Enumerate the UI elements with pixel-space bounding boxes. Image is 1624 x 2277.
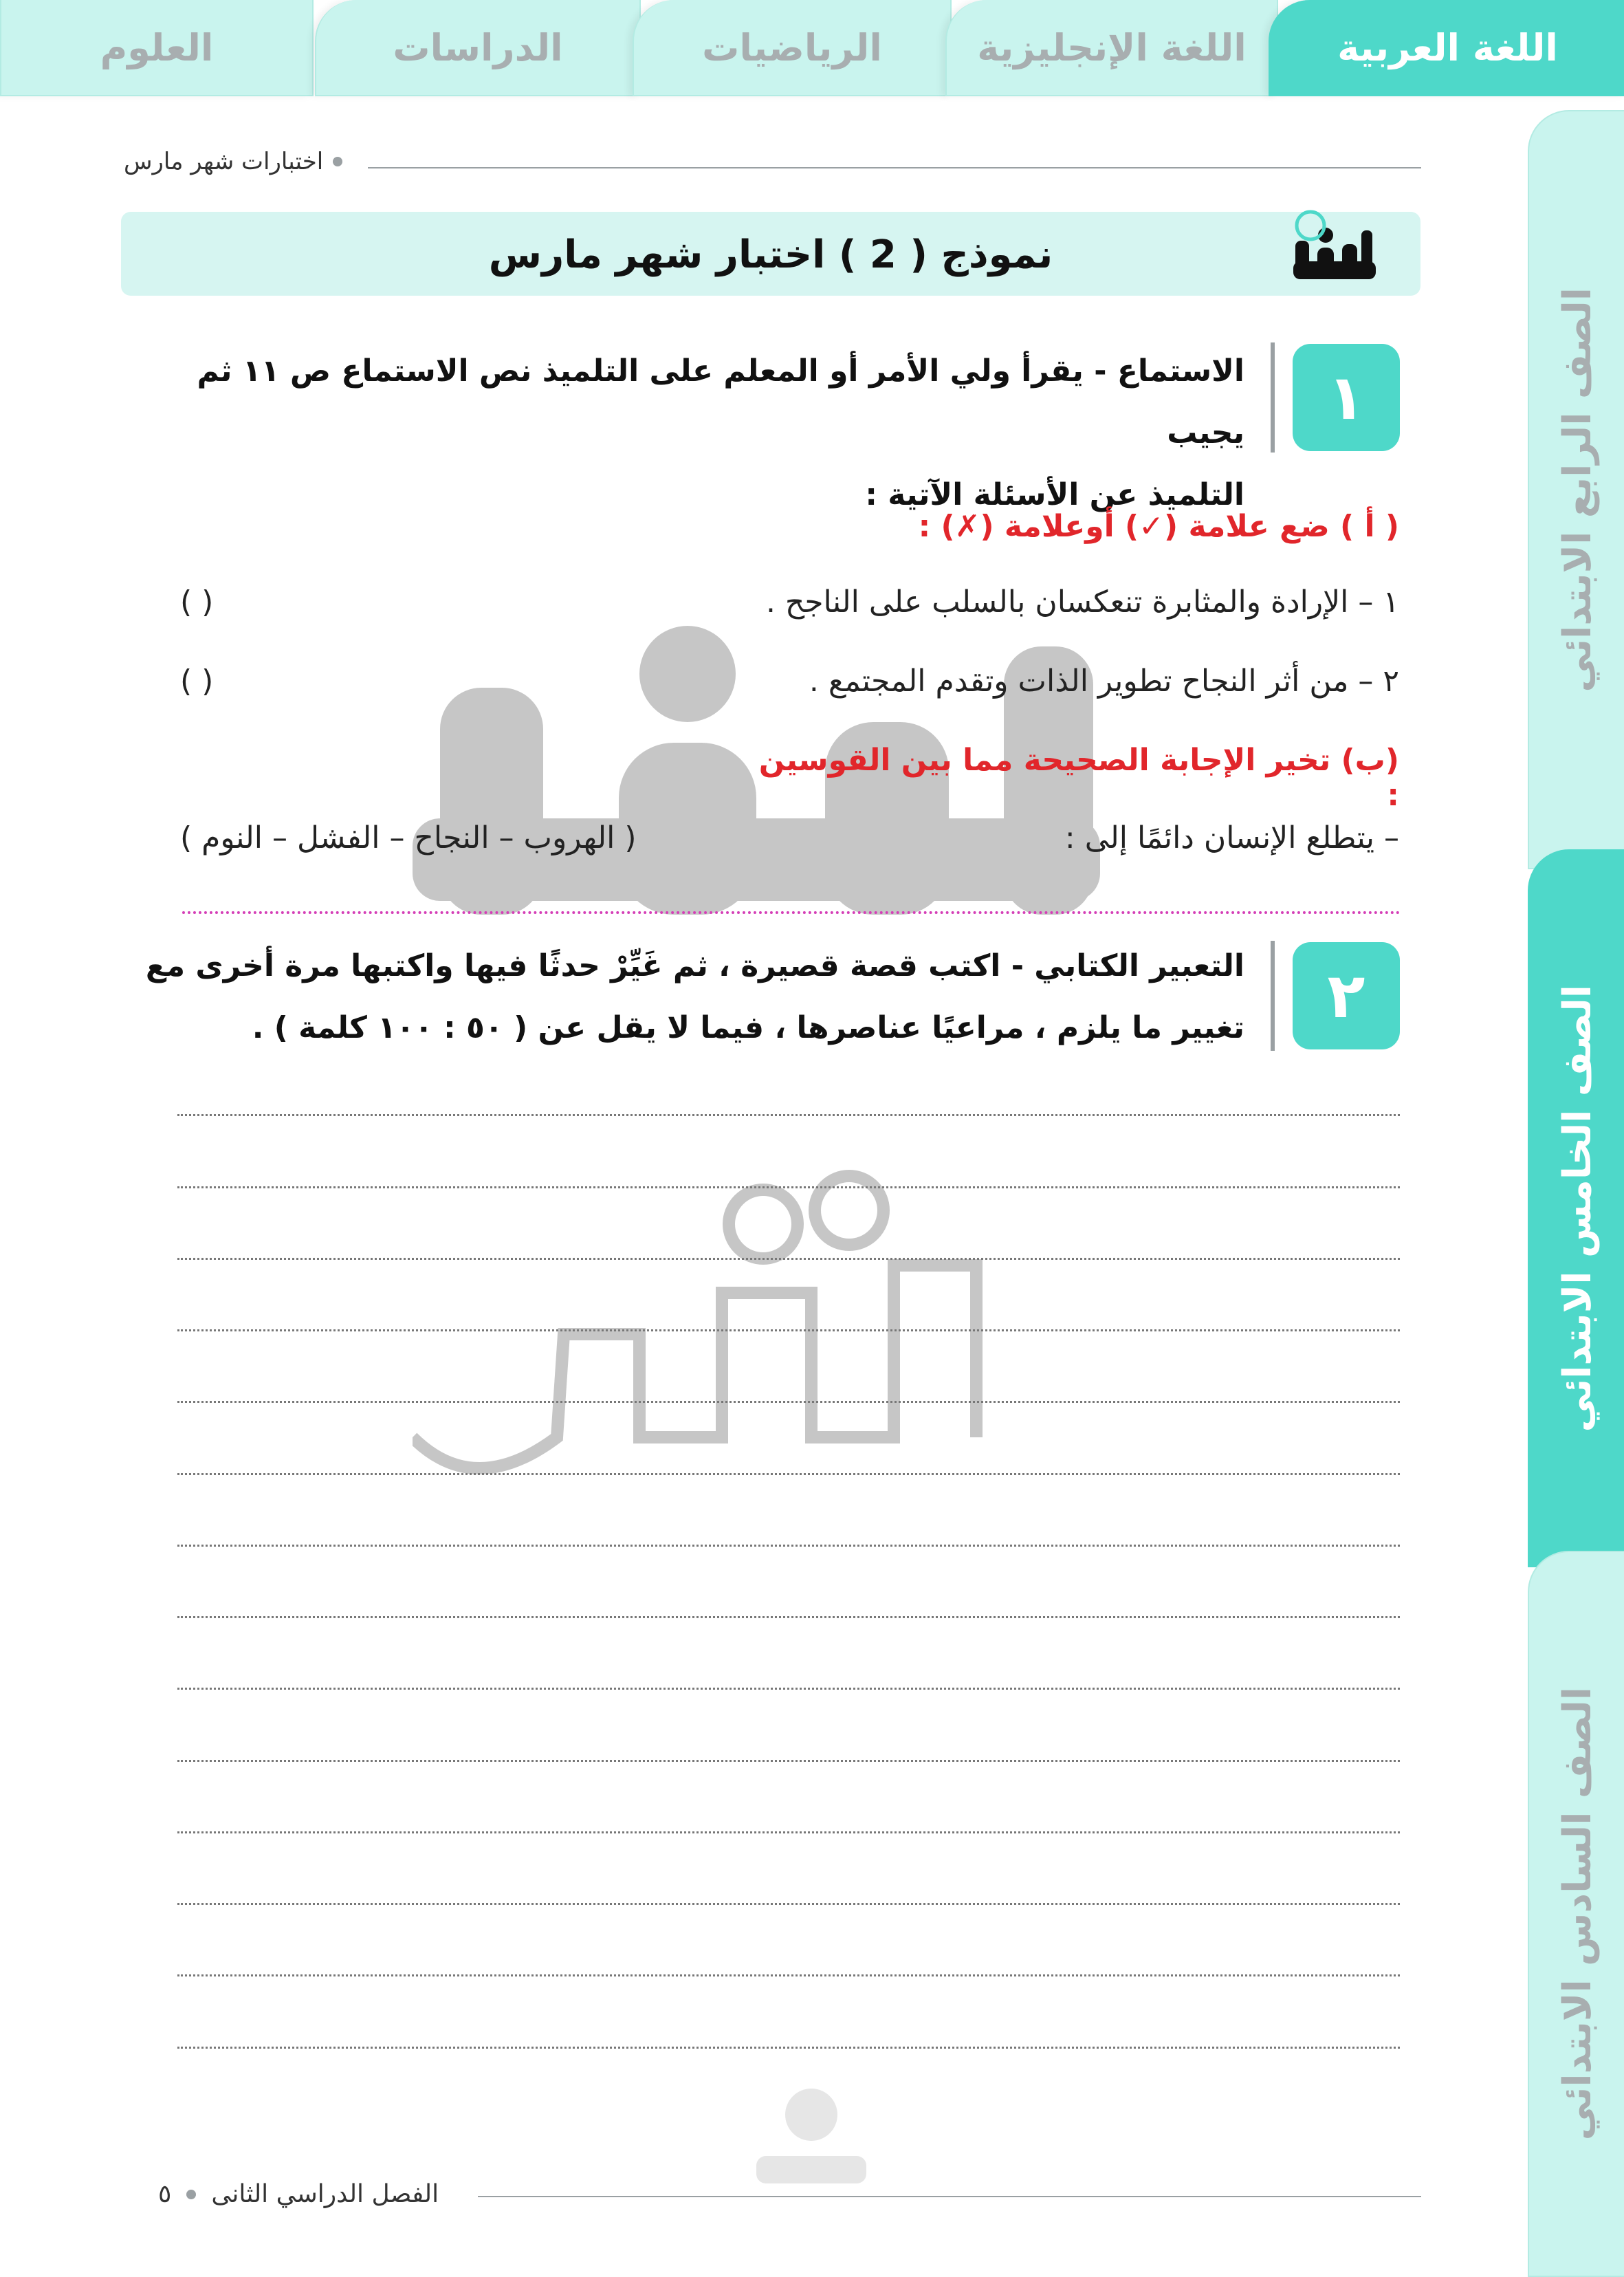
- bullet-icon: [333, 157, 342, 166]
- statement-1: ١ – الإرادة والمثابرة تنعكسان بالسلب على الناجح .: [765, 585, 1399, 620]
- choice-options: ( الهروب – النجاح – الفشل – النوم ): [180, 820, 637, 856]
- tab-social-studies[interactable]: الدراسات: [315, 0, 641, 96]
- answer-box-1[interactable]: ( ): [180, 585, 214, 620]
- section-separator: [182, 911, 1401, 914]
- tab-math[interactable]: الرياضيات: [633, 0, 952, 96]
- part-b-heading: (ب) تخير الإجابة الصحيحة مما بين القوسين :: [758, 743, 1399, 813]
- answer-box-2[interactable]: ( ): [180, 664, 214, 699]
- writing-line[interactable]: [177, 1903, 1400, 1905]
- tab-arabic[interactable]: اللغة العربية: [1269, 0, 1624, 96]
- question-1-badge: ١: [1293, 344, 1400, 451]
- tab-english[interactable]: اللغة الإنجليزية: [945, 0, 1278, 96]
- brand-logo-icon: [1283, 206, 1386, 303]
- question-2-badge: ٢: [1293, 942, 1400, 1049]
- bullet-icon: [186, 2190, 196, 2199]
- statement-2: ٢ – من أثر النجاح تطوير الذات وتقدم المجتمع .: [809, 664, 1399, 699]
- question-1-text: الاستماع - يقرأ ولي الأمر أو المعلم على التلميذ نص الاستماع ص ١١ ثم يجيب التلميذ عن الأسئلة الآتية :: [197, 353, 1244, 512]
- writing-line[interactable]: [177, 1974, 1400, 1976]
- watermark-small-icon: [715, 2073, 908, 2211]
- subject-tabs: [0, 0, 1624, 96]
- writing-line[interactable]: [177, 1401, 1400, 1403]
- question-divider: [1271, 941, 1275, 1051]
- writing-line[interactable]: [177, 2047, 1400, 2049]
- footer: الفصل الدراسي الثانى ٥: [158, 2180, 439, 2208]
- writing-line[interactable]: [177, 1258, 1400, 1260]
- title-band: [121, 212, 1420, 296]
- question-divider: [1271, 342, 1275, 453]
- writing-line[interactable]: [177, 1329, 1400, 1331]
- writing-line[interactable]: [177, 1760, 1400, 1762]
- choice-question: – يتطلع الإنسان دائمًا إلى :: [1064, 820, 1399, 856]
- writing-line[interactable]: [177, 1473, 1400, 1475]
- divider: [368, 167, 1421, 168]
- writing-line[interactable]: [177, 1186, 1400, 1188]
- question-2-text: التعبير الكتابي - اكتب قصة قصيرة ، ثم غَيِّرْ حدثًا فيها واكتبها مرة أخرى مع تغيير ما يلزم ، مراعيًا عناصرها ، فيما لا يقل عن ( ٥٠ : ١٠٠ كلمة ) .: [145, 948, 1244, 1045]
- writing-line[interactable]: [177, 1114, 1400, 1116]
- side-tab-grade-6[interactable]: الصف السادس الابتدائي: [1528, 1551, 1624, 2277]
- tab-science[interactable]: العلوم: [0, 0, 314, 96]
- breadcrumb: اختبارات شهر مارس: [124, 148, 342, 175]
- writing-line[interactable]: [177, 1545, 1400, 1547]
- page-title: نموذج ( 2 ) اختبار شهر مارس: [488, 232, 1053, 277]
- side-tab-grade-5[interactable]: الصف الخامس الابتدائي: [1528, 849, 1624, 1567]
- side-tab-grade-4[interactable]: الصف الرابع الابتدائي: [1528, 110, 1624, 869]
- footer-divider: [478, 2196, 1421, 2197]
- writing-line[interactable]: [177, 1831, 1400, 1833]
- writing-line[interactable]: [177, 1616, 1400, 1618]
- writing-line[interactable]: [177, 1688, 1400, 1690]
- part-a-heading: ( أ ) ضع علامة (✓) أوعلامة (✗) :: [918, 509, 1399, 544]
- page-number: ٥: [158, 2180, 172, 2208]
